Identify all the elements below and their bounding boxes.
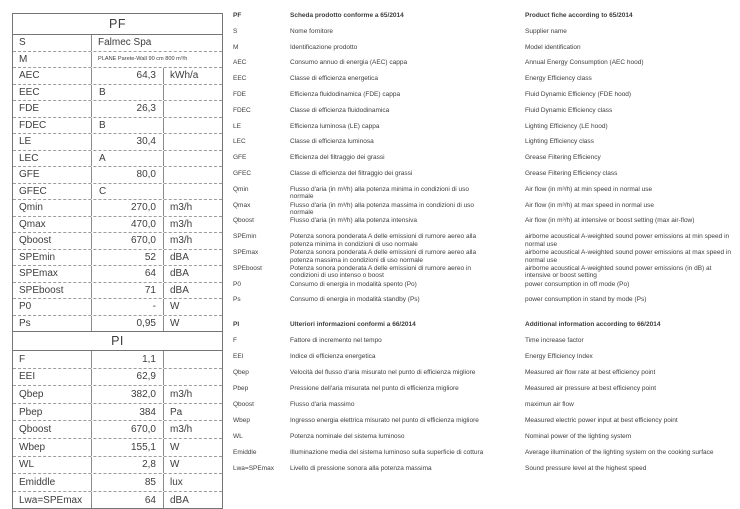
definition-italian: Consumo di energia in modalità standby (Ps) xyxy=(290,296,420,304)
definition-english: Grease Filtering Efficiency class xyxy=(525,169,618,177)
definition-code: LEC xyxy=(233,138,246,146)
table-row xyxy=(13,438,222,456)
row-unit: Pa xyxy=(170,406,183,418)
row-value: 470,0 xyxy=(92,217,164,233)
definition-english: Fluid Dynamic Efficiency class xyxy=(525,106,613,114)
table-row xyxy=(13,315,222,332)
row-unit xyxy=(164,369,222,386)
row-unit: W xyxy=(170,301,180,313)
row-unit: m3/h xyxy=(170,202,193,214)
definition-english: Sound pressure level at the highest speed xyxy=(525,465,647,473)
row-unit xyxy=(164,167,222,183)
definition-code: WL xyxy=(233,433,243,441)
definition-code: Pbep xyxy=(233,385,249,393)
definition-italian: Consumo annuo di energia (AEC) cappa xyxy=(290,59,408,67)
definition-italian: Flusso d'aria (in m³/h) alla potenza minima in condizioni di uso normale xyxy=(290,185,469,201)
definition-code: Qboost xyxy=(233,217,254,225)
definition-italian: Classe di efficienza fluidodinamica xyxy=(290,106,390,114)
definition-english: Air flow (in m³/h) at max speed in normal use xyxy=(525,201,654,209)
definition-italian: Nome fornitore xyxy=(290,27,333,35)
definition-italian: Classe di efficienza energetica xyxy=(290,75,379,83)
definition-italian: Illuminazione media del sistema luminoso sulla superficie di cottura xyxy=(290,449,484,457)
definition-english: Lighting Efficiency (LE hood) xyxy=(525,122,608,130)
row-code: Qmin xyxy=(13,200,92,216)
definition-row xyxy=(233,385,733,401)
definition-italian: Flusso d'aria (in m³/h) alla potenza intensiva xyxy=(290,217,417,225)
row-value: 1,1 xyxy=(92,351,164,368)
table-row xyxy=(13,100,222,117)
definition-english: Model identification xyxy=(525,43,581,51)
definition-code: Lwa=SPEmax xyxy=(233,465,275,473)
definition-row xyxy=(233,417,733,433)
row-code: F xyxy=(13,351,92,368)
row-code: FDE xyxy=(13,101,92,117)
definition-row xyxy=(233,369,733,385)
definition-english: maximun air flow xyxy=(525,401,574,409)
table-row xyxy=(13,117,222,134)
definition-row xyxy=(233,170,733,186)
definition-code: FDEC xyxy=(233,106,251,114)
row-value: 2,8 xyxy=(92,457,164,474)
definition-code: M xyxy=(233,43,239,51)
row-value: 0,95 xyxy=(92,316,164,332)
definition-row xyxy=(233,186,733,202)
row-code: Qboost xyxy=(13,233,92,249)
row-value: 670,0 xyxy=(92,421,164,438)
definition-english: airborne acoustical A-weighted sound power emissions (in dB) at intensive or boost setting xyxy=(525,264,712,280)
definition-english: power consumption in off mode (Po) xyxy=(525,280,630,288)
definition-italian: Pressione dell'aria misurata nel punto di efficienza migliore xyxy=(290,385,459,393)
row-unit: lux xyxy=(170,476,183,488)
definition-code: FDE xyxy=(233,90,246,98)
row-code: SPEmin xyxy=(13,250,92,266)
definition-row xyxy=(233,28,733,44)
definition-row xyxy=(233,465,733,481)
definition-row xyxy=(233,75,733,91)
product-fiche-table xyxy=(12,13,223,509)
row-value: A xyxy=(92,151,164,167)
definition-italian: Indice di efficienza energetica xyxy=(290,353,376,361)
definition-code: S xyxy=(233,27,238,35)
table-row xyxy=(13,216,222,233)
table-row xyxy=(13,473,222,491)
row-code: EEI xyxy=(13,369,92,386)
row-code: S xyxy=(13,35,92,51)
row-unit: kWh/a xyxy=(170,70,199,82)
row-value: 71 xyxy=(92,283,164,299)
definition-code: Qmin xyxy=(233,185,249,193)
row-code: Lwa=SPEmax xyxy=(13,492,92,509)
definition-code: Wbep xyxy=(233,417,250,425)
row-unit: W xyxy=(170,441,180,453)
definition-row xyxy=(233,154,733,170)
row-unit xyxy=(164,85,222,101)
definition-row xyxy=(233,123,733,139)
definition-italian: Efficienza luminosa (LE) cappa xyxy=(290,122,380,130)
table-row xyxy=(13,420,222,438)
definition-italian: Identificazione prodotto xyxy=(290,43,358,51)
row-code: Ps xyxy=(13,316,92,332)
table-section-header: PF xyxy=(13,14,222,35)
definition-row xyxy=(233,449,733,465)
definition-section xyxy=(233,12,733,312)
definition-code: Qmax xyxy=(233,201,251,209)
row-value: 64 xyxy=(92,492,164,509)
row-code: M xyxy=(13,52,92,68)
definition-italian: Livello di pressione sonora alla potenza massima xyxy=(290,465,432,473)
row-value: 52 xyxy=(92,250,164,266)
definition-italian: Classe di efficienza del filtraggio dei grassi xyxy=(290,169,413,177)
definition-row xyxy=(233,202,733,218)
row-code: SPEboost xyxy=(13,283,92,299)
definition-english: Product fiche according to 65/2014 xyxy=(525,12,633,19)
row-code: EEC xyxy=(13,85,92,101)
row-code: AEC xyxy=(13,68,92,84)
definition-row xyxy=(233,265,733,281)
table-section-header: PI xyxy=(13,331,222,351)
row-value: 64 xyxy=(92,266,164,282)
table-row xyxy=(13,282,222,299)
row-unit: dBA xyxy=(170,251,189,263)
row-code: Pbep xyxy=(13,404,92,421)
table-row xyxy=(13,35,222,51)
definition-code: GFEC xyxy=(233,169,252,177)
definition-english: Lighting Efficiency class xyxy=(525,138,594,146)
definition-row xyxy=(233,337,733,353)
definition-italian: Potenza sonora ponderata A delle emissioni di rumore aereo in condizioni di uso intenso o boost xyxy=(290,264,472,280)
definition-code: AEC xyxy=(233,59,247,67)
row-value: 26,3 xyxy=(92,101,164,117)
definition-row xyxy=(233,59,733,75)
row-code: WL xyxy=(13,457,92,474)
row-value: 155,1 xyxy=(92,439,164,456)
row-unit xyxy=(164,351,222,368)
row-unit: m3/h xyxy=(170,424,193,436)
row-unit: m3/h xyxy=(170,235,193,247)
row-value: 270,0 xyxy=(92,200,164,216)
row-value: PLANE Parete-Wall 90 cm 800 m³/h xyxy=(98,56,188,63)
definition-english: Fluid Dynamic Efficiency (FDE hood) xyxy=(525,90,632,98)
definition-row xyxy=(233,91,733,107)
definition-english: Additional information according to 66/2014 xyxy=(525,321,661,329)
definition-title-row xyxy=(233,12,733,28)
definition-code: F xyxy=(233,337,237,345)
definition-row xyxy=(233,138,733,154)
definition-code: PF xyxy=(233,12,242,19)
table-row xyxy=(13,133,222,150)
definition-row xyxy=(233,281,733,297)
row-code: FDEC xyxy=(13,118,92,134)
definition-title-row xyxy=(233,321,733,337)
row-code: Wbep xyxy=(13,439,92,456)
row-value: 64,3 xyxy=(92,68,164,84)
definition-english: Time increase factor xyxy=(525,337,584,345)
definition-english: Measured electric power input at best efficiency point xyxy=(525,417,678,425)
definition-row xyxy=(233,433,733,449)
row-code: GFEC xyxy=(13,184,92,200)
definition-code: Qbep xyxy=(233,369,249,377)
row-value: - xyxy=(92,299,164,315)
definition-code: EEI xyxy=(233,353,244,361)
row-unit: m3/h xyxy=(170,388,193,400)
row-code: LE xyxy=(13,134,92,150)
table-row xyxy=(13,351,222,368)
definition-code: GFE xyxy=(233,154,247,162)
definition-english: Air flow (in m³/h) at min speed in normal use xyxy=(525,185,653,193)
definition-english: airborne acoustical A-weighted sound power emissions at max speed in normal use xyxy=(525,248,731,264)
row-value: C xyxy=(92,184,164,200)
row-value: 80,0 xyxy=(92,167,164,183)
definition-code: Emiddle xyxy=(233,449,257,457)
row-unit: W xyxy=(170,317,180,329)
definition-italian: Flusso d'aria massimo xyxy=(290,401,355,409)
row-value: Falmec Spa xyxy=(98,37,152,49)
definition-italian: Ulteriori informazioni conformi a 66/2014 xyxy=(290,321,416,329)
definition-code: Ps xyxy=(233,296,241,304)
definition-italian: Potenza sonora ponderata A delle emissioni di rumore aereo alla potenza minima in condizioni di uso normale xyxy=(290,233,477,248)
definition-english: Average illumination of the lighting system on the cooking surface xyxy=(525,449,714,457)
row-unit xyxy=(164,151,222,167)
definition-italian: Classe di efficienza luminosa xyxy=(290,138,374,146)
definition-english: Annual Energy Consumption (AEC hood) xyxy=(525,59,644,67)
definition-code: P0 xyxy=(233,280,241,288)
definition-english: Nominal power of the lighting system xyxy=(525,433,632,441)
definition-english: Measured air flow rate at best efficiency point xyxy=(525,369,656,377)
definition-italian: Potenza nominale del sistema luminoso xyxy=(290,433,405,441)
row-unit xyxy=(164,118,222,134)
definition-english: Energy Efficiency class xyxy=(525,75,592,83)
row-unit: dBA xyxy=(170,494,189,506)
table-row xyxy=(13,150,222,167)
definition-row xyxy=(233,296,733,312)
table-row xyxy=(13,51,222,68)
table-row xyxy=(13,403,222,421)
definition-code: SPEmax xyxy=(233,248,259,256)
table-row xyxy=(13,368,222,386)
row-unit xyxy=(164,134,222,150)
table-row xyxy=(13,456,222,474)
table-row xyxy=(13,265,222,282)
row-code: LEC xyxy=(13,151,92,167)
row-code: Qmax xyxy=(13,217,92,233)
definition-row xyxy=(233,217,733,233)
definition-english: airborne acoustical A-weighted sound power emissions at min speed in normal use xyxy=(525,233,730,248)
definition-code: EEC xyxy=(233,75,247,83)
row-value: 30,4 xyxy=(92,134,164,150)
definition-english: Measured air pressure at best efficiency point xyxy=(525,385,657,393)
table-row xyxy=(13,249,222,266)
definition-code: Qboost xyxy=(233,401,254,409)
row-unit: dBA xyxy=(170,268,189,280)
table-row xyxy=(13,385,222,403)
definition-english: Supplier name xyxy=(525,27,567,35)
row-value: B xyxy=(92,118,164,134)
row-unit xyxy=(164,101,222,117)
table-row xyxy=(13,491,222,509)
row-value: 62,9 xyxy=(92,369,164,386)
definition-italian: Flusso d'aria (in m³/h) alla potenza massima in condizioni di uso normale xyxy=(290,201,475,217)
table-row xyxy=(13,166,222,183)
definition-code: LE xyxy=(233,122,241,130)
row-value: 670,0 xyxy=(92,233,164,249)
row-unit: dBA xyxy=(170,284,189,296)
table-row xyxy=(13,67,222,84)
table-row xyxy=(13,232,222,249)
definitions-legend xyxy=(233,12,733,481)
row-value: 382,0 xyxy=(92,386,164,403)
row-unit: W xyxy=(170,459,180,471)
definition-row xyxy=(233,249,733,265)
row-code: Emiddle xyxy=(13,474,92,491)
definition-italian: Ingresso energia elettrica misurato nel punto di efficienza migliore xyxy=(290,417,479,425)
definition-section xyxy=(233,321,733,481)
row-value: 85 xyxy=(92,474,164,491)
row-value: B xyxy=(92,85,164,101)
row-code: P0 xyxy=(13,299,92,315)
row-code: Qboost xyxy=(13,421,92,438)
definition-row xyxy=(233,353,733,369)
row-unit xyxy=(164,184,222,200)
definition-italian: Efficienza fluidodinamica (FDE) cappa xyxy=(290,90,401,98)
definition-italian: Consumo di energia in modalità spento (Po) xyxy=(290,280,417,288)
row-value: 384 xyxy=(92,404,164,421)
row-code: SPEmax xyxy=(13,266,92,282)
definition-code: SPEmin xyxy=(233,233,257,241)
definition-row xyxy=(233,401,733,417)
definition-italian: Fattore di incremento nel tempo xyxy=(290,337,382,345)
definition-italian: Velocità del flusso d'aria misurato nel punto di efficienza migliore xyxy=(290,369,476,377)
definition-english: Energy Efficiency Index xyxy=(525,353,593,361)
definition-row xyxy=(233,44,733,60)
definition-english: power consumption in stand by mode (Ps) xyxy=(525,296,647,304)
definition-code: SPEboost xyxy=(233,264,262,272)
definition-italian: Efficienza del filtraggio dei grassi xyxy=(290,154,385,162)
row-code: Qbep xyxy=(13,386,92,403)
table-row xyxy=(13,298,222,315)
row-code: GFE xyxy=(13,167,92,183)
row-unit: m3/h xyxy=(170,218,193,230)
definition-row xyxy=(233,233,733,249)
table-row xyxy=(13,199,222,216)
definition-english: Grease Filtering Efficiency xyxy=(525,154,601,162)
definition-italian: Scheda prodotto conforme a 65/2014 xyxy=(290,12,404,19)
table-row xyxy=(13,84,222,101)
definition-italian: Potenza sonora ponderata A delle emissioni di rumore aereo alla potenza massima in condizioni di uso normale xyxy=(290,248,477,264)
definition-code: PI xyxy=(233,321,240,329)
definition-english: Air flow (in m³/h) at intensive or boost setting (max air-flow) xyxy=(525,217,695,225)
table-row xyxy=(13,183,222,200)
definition-row xyxy=(233,107,733,123)
